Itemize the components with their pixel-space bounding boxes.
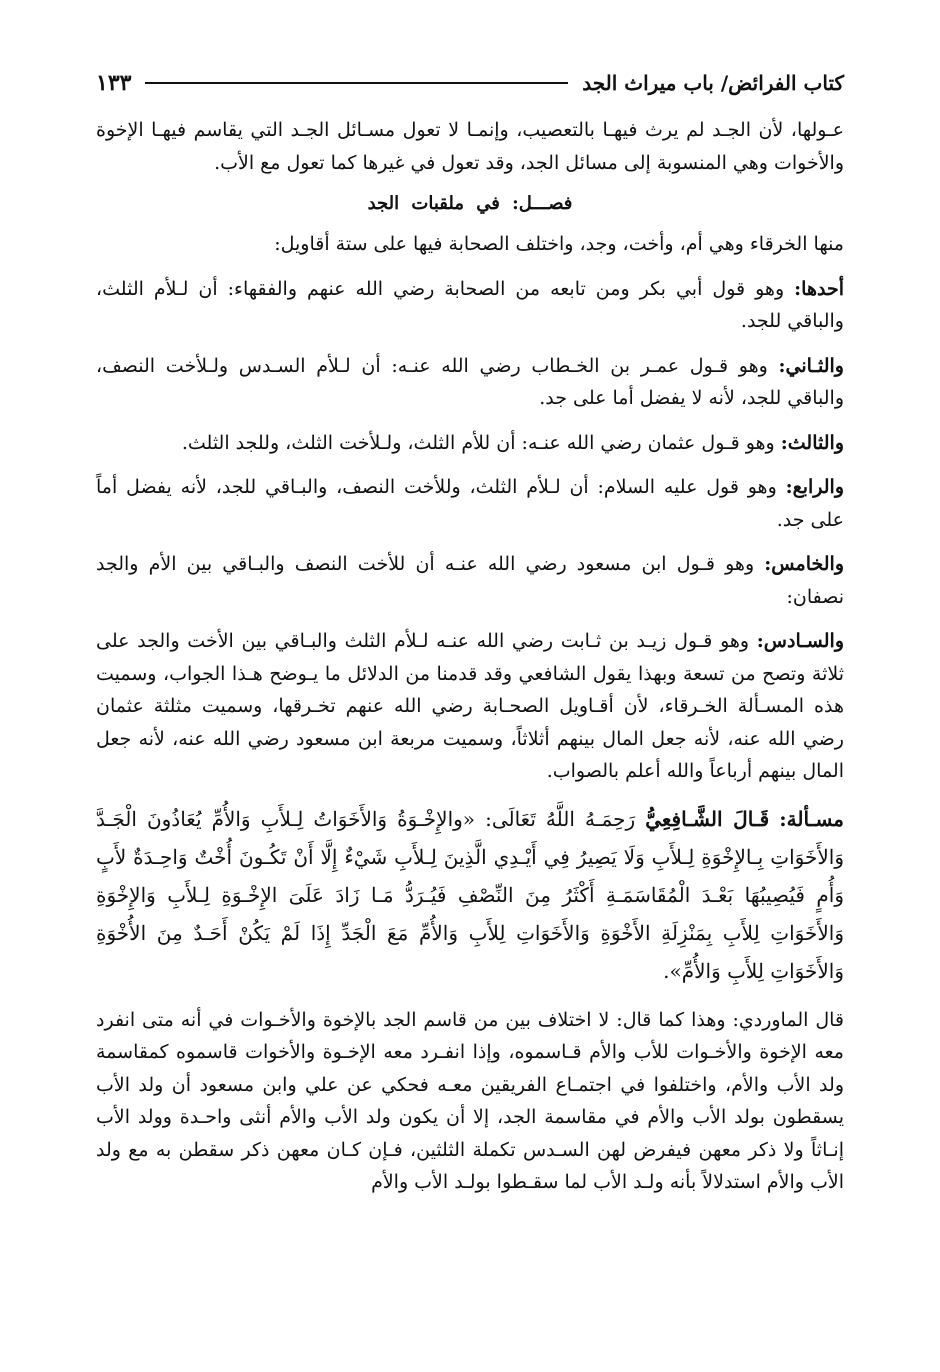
opinion-text: وهو قـول ابن مسعود رضي الله عنـه أن للأخت النصف والبـاقي بين الأم والجد نصفان: xyxy=(96,553,844,608)
header-rule xyxy=(145,82,568,84)
imam-name: قَـالَ الشَّـافِعِيُّ xyxy=(645,806,770,831)
page-number: ١٣٣ xyxy=(96,70,132,96)
opinion-paragraph xyxy=(96,471,844,536)
opinion-text: وهو قول عليه السلام: أن لـلأم الثلث، وللأخت النصف، والبـاقي للجد، لأنه يفضل أماً على جد. xyxy=(96,476,844,531)
section-heading: فصـــل: في ملقبات الجد xyxy=(367,193,573,214)
opinion-text: وهو قـول عمـر بن الخـطاب رضي الله عنـه: أن لـلأم السـدس ولـلأخت النصف، والباقي للجد، لأنه لا يفضل أما على جد. xyxy=(96,354,844,409)
opening-paragraph: منها الخرقاء وهي أم، وأخت، وجد، واختلف الصحابة فيها على ستة أقاويل: xyxy=(274,233,844,255)
opinion-lead: أحدها: xyxy=(794,277,844,300)
opinion-text: وهو قول أبي بكر ومن تابعه من الصحابة رضي الله عنهم والفقهاء: أن لـلأم الثلث، والباقي للجد. xyxy=(96,277,844,332)
masala-text: رَحِمَـهُ اللَّهُ تَعَالَى: «والإِخْـوَةُ وَالأَخَوَاتُ لِـلأَبِ وَالأُمِّ يُعَاذُونَ الْجَـدَّ وَالأَخَوَاتِ بِـالإِخْوَةِ لِـلأَبِ وَلَا يَصِيرُ فِي أَيْـدِي الَّذِينَ لِـلأَبِ شَيْءٌ إِلَّا أَنْ تَكُـونَ أُخْتٌ وَاحِـدَةٌ لأَبٍ وَأُمٍ فَيُصِيبُهَا بَعْـدَ الْمُقَاسَمَـةِ أَكْثَرُ مِنَ النِّصْفِ فَيُـرَدُّ مَـا زَادَ عَلَىَ الإِخْـوَةِ لِـلأَبِ وَالإِخْوَةِ وَالأَخَوَاتِ لِلأَبِ بِمَنْزِلَةِ الأَخْوَةِ وَالأَخَوَاتِ لِلأَبِ وَالأُمِّ مَعَ الْجَدِّ إِذَا لَمْ يَكُنْ أَحَـدٌ مِنَ الأُخْوَةِ وَالأَخَوَاتِ لِلأَبِ وَالأُمِّ». xyxy=(96,806,844,983)
opinion-lead: والسـادس: xyxy=(756,630,844,652)
opinion-paragraph xyxy=(96,350,844,415)
running-title: كتاب الفرائض/ باب ميراث الجد xyxy=(582,71,844,95)
opinion-paragraph xyxy=(96,273,844,338)
opinion-text: وهو قـول عثمان رضي الله عنـه: أن للأم الثلث، ولـلأخت الثلث، وللجد الثلث. xyxy=(181,431,781,454)
opinion-paragraph xyxy=(96,548,844,613)
opinion-paragraph xyxy=(96,625,844,788)
opinion-lead: والثـاني: xyxy=(778,354,844,377)
masala-paragraph xyxy=(96,800,844,990)
opinion-text: وهو قـول زيـد بن ثـابت رضي الله عنـه لـلأم الثلث والبـاقي بين الأخت والجد على ثلاثة وتصح من تسعة وبهذا يقول الشافعي وقد قدمنا من الدلائل ما يـوضح هـذا الجواب، وسميت هذه المسـألة الخـرقاء، لأن أقـاويل الصحـابة رضي الله عنهم تخـرقها، وسميت مثلثة عثمان رضي الله عنه، لأنه جعل المال بينهم أثلاثاً، وسميت مربعة ابن مسعود رضي الله عنه، لأنه جعل المال بينهم أرباعاً والله أعلم بالصواب. xyxy=(96,630,844,782)
running-header xyxy=(96,60,844,106)
intro-paragraph: عـولها، لأن الجـد لم يرث فيهـا بالتعصيب، وإنمـا لا تعول مسـائل الجـد التي يقاسم فيهـا الإخوة والأخوات وهي المنسوبة إلى مسائل الجد، وقد تعول في غيرها كما تعول مع الأب. xyxy=(96,119,844,174)
mawardi-paragraph: قال الماوردي: وهذا كما قال: لا اختلاف بين من قاسم الجد بالإخوة والأخـوات في أنه متى انفرد معه الإخوة والأخـوات للأب والأم قـاسموه، وإذا انفـرد معه الإخـوة والأخوات قاسموه كمقاسمة ولد الأب والأم، واختلفوا في اجتمـاع الفريقين معـه فحكي عن علي وابن مسعود أن ولد الأب يسقطون بولد الأب والأم في مقاسمة الجد، إلا أن يكون ولد الأب والأم أنثى واحـدة وولد الأب إنـاثاً ولا ذكر معهن فيفرض لهن السـدس تكملة الثلثين، فـإن كـان معهن ذكر سقطن به مع ولد الأب والأم استدلالاً بأنه ولـد الأب لما سقـطوا بولـد الأب والأم xyxy=(96,1008,844,1193)
masala-label: مسـألة: xyxy=(779,806,845,831)
opinion-lead: والخامس: xyxy=(764,553,844,575)
opinion-lead: والثالث: xyxy=(780,431,844,454)
opinion-lead: والرابع: xyxy=(785,476,844,498)
opinion-paragraph xyxy=(96,427,844,460)
